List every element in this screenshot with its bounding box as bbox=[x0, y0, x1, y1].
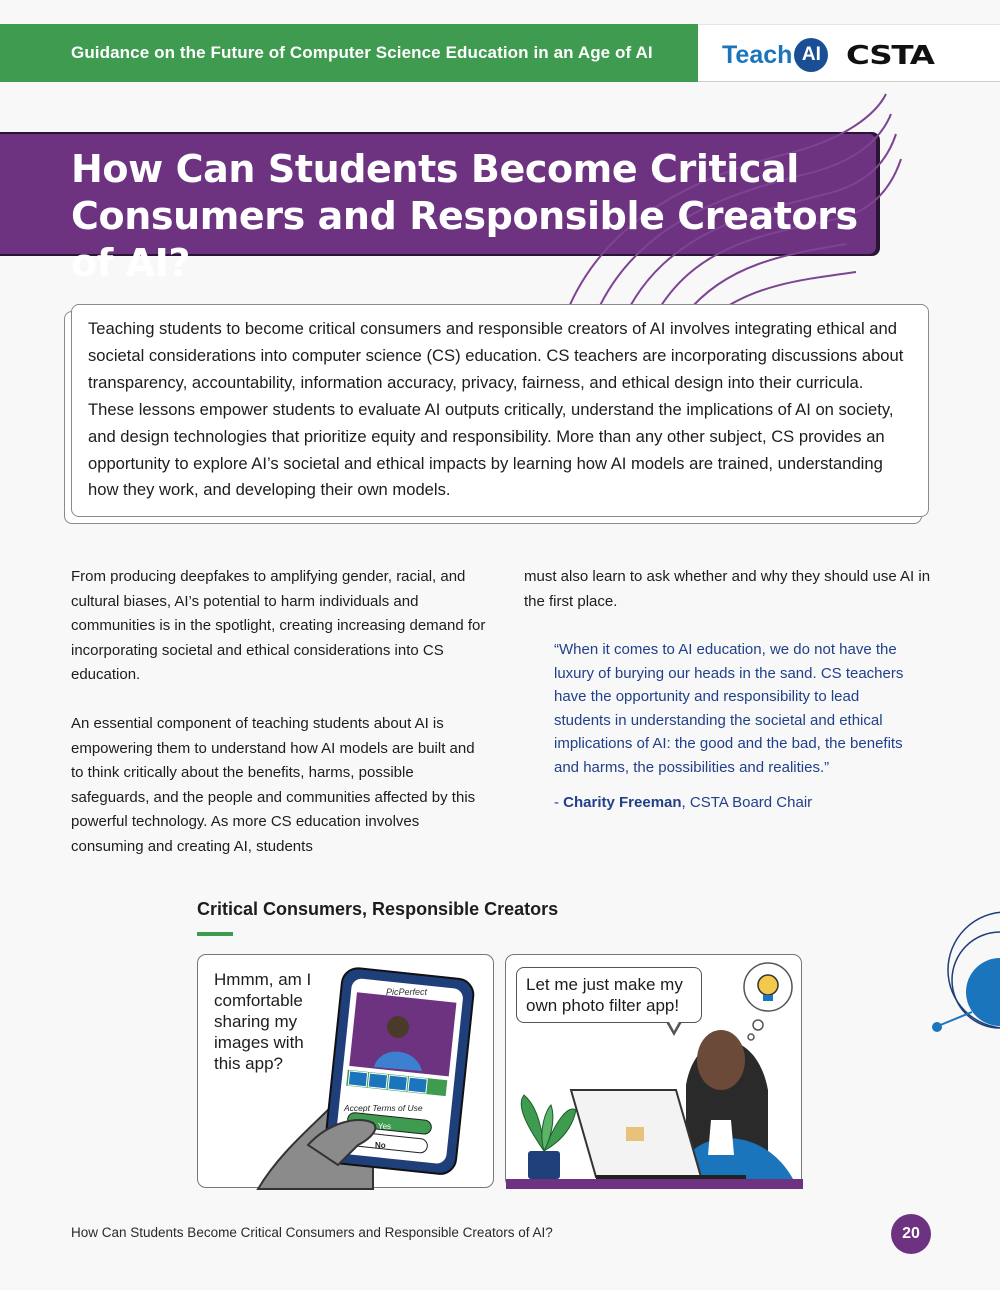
panel2-speech-bubble: Let me just make my own photo filter app! bbox=[516, 967, 702, 1023]
quote-author: Charity Freeman bbox=[563, 793, 682, 811]
decorative-circle-icon bbox=[920, 900, 1000, 1050]
teachai-logo bbox=[722, 38, 828, 72]
page-title-line1: How Can Students Become Critical bbox=[71, 147, 799, 191]
intro-box bbox=[71, 304, 929, 517]
body-paragraph-2: An essential component of teaching students about AI is empowering them to understand how AI models are built and to think critically about the benefits, harms, possible safeguards, and the people and communities affected by this powerful technology. As more CS education involves consuming and creating AI, students bbox=[71, 715, 476, 855]
quote-dash: - bbox=[554, 793, 564, 811]
yes-button: Yes bbox=[378, 1122, 392, 1131]
page-title-line2: Consumers and Responsible Creators of AI? bbox=[71, 194, 858, 285]
speech-bubble-tail-fill bbox=[668, 1020, 680, 1031]
csta-logo: CSTA bbox=[846, 41, 934, 71]
panel1-caption: Hmmm, am I comfortable sharing my images with this app? bbox=[214, 970, 312, 1073]
no-button: No bbox=[375, 1141, 386, 1150]
pull-quote: “When it comes to AI education, we do not have the luxury of burying our heads in the sand. CS teachers have the opportunity and responsibility to lead students in understanding the societal and ethical implications of AI: the good and the bad, the benefits and harms, the possibilities and realities.” bbox=[554, 641, 904, 776]
figure-title: Critical Consumers, Responsible Creators bbox=[197, 899, 559, 919]
body-paragraph-1: From producing deepfakes to amplifying gender, racial, and cultural biases, AI’s potential to harm individuals and communities is in the spotlight, creating increasing demand for incorporating societal and ethical considerations into CS education. bbox=[71, 568, 486, 683]
body-paragraph-3: must also learn to ask whether and why they should use AI in the first place. bbox=[524, 568, 931, 610]
page-title bbox=[71, 146, 876, 287]
header-bar bbox=[0, 24, 1000, 82]
teachai-logo-word: Teach bbox=[722, 40, 793, 69]
figure-title-underline bbox=[197, 932, 233, 936]
footer-running-title: How Can Students Become Critical Consumers and Responsible Creators of AI? bbox=[71, 1225, 553, 1240]
quote-attribution bbox=[554, 794, 934, 811]
header-green-band bbox=[0, 24, 698, 82]
comic-panel-creator bbox=[505, 954, 802, 1188]
teachai-logo-circle: AI bbox=[794, 38, 828, 72]
body-right-column bbox=[524, 565, 934, 811]
hand-phone-illustration-icon bbox=[198, 955, 495, 1189]
header-logos bbox=[698, 24, 1000, 82]
comic-panel-consumer bbox=[197, 954, 494, 1188]
quote-role: , CSTA Board Chair bbox=[681, 793, 813, 811]
terms-label: Accept Terms of Use bbox=[344, 1103, 423, 1113]
document-title: Guidance on the Future of Computer Science Education in an Age of AI bbox=[71, 43, 653, 62]
app-name-label: PicPerfect bbox=[386, 987, 428, 997]
body-left-column bbox=[71, 565, 491, 859]
title-banner bbox=[0, 134, 876, 285]
page-number-badge: 20 bbox=[891, 1214, 931, 1254]
intro-text: Teaching students to become critical consumers and responsible creators of AI involves integrating ethical and societal considerations into computer science (CS) education. CS teachers are incorporating discussions about transparency, accountability, information accuracy, privacy, fairness, and ethical design into their curricula. These lessons empower students to evaluate AI outputs critically, understand the implications of AI on society, and design technologies that prioritize equity and responsibility. More than any other subject, CS provides an opportunity to explore AI’s societal and ethical impacts by learning how AI models are trained, understanding how they work, and developing their own models. bbox=[88, 319, 904, 500]
